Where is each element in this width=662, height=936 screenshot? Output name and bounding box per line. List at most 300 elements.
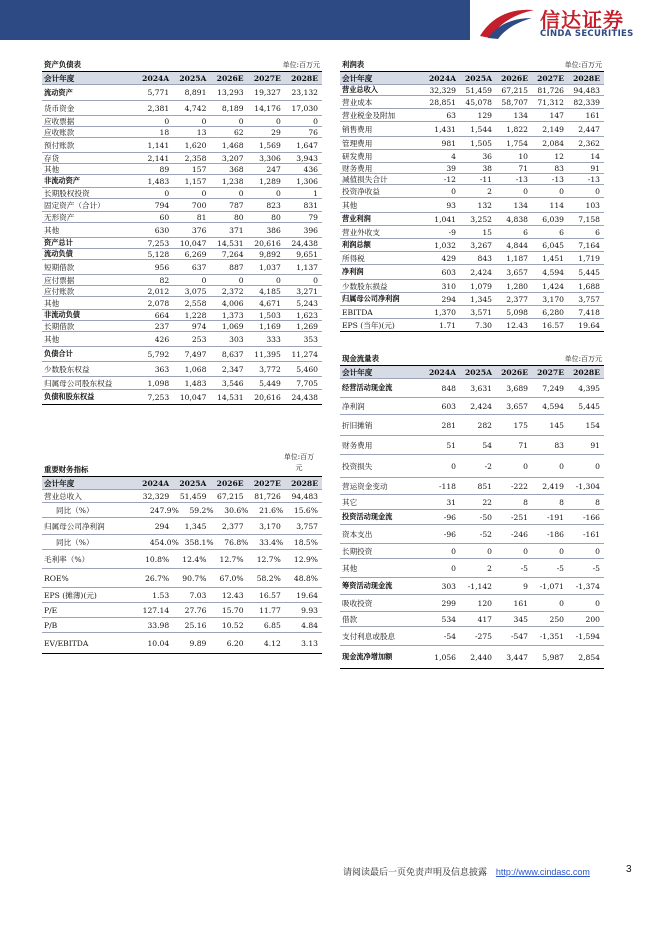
row-label: EPS (当年)(元) — [342, 320, 395, 330]
row-value: 10.04 — [147, 638, 170, 648]
row-value: 5,792 — [147, 349, 170, 359]
row-value: 45,078 — [465, 97, 492, 107]
row-value: 80 — [233, 212, 244, 222]
row-value: 21.6% — [259, 505, 284, 515]
row-value: 4.84 — [301, 620, 319, 630]
row-value: 2,447 — [578, 124, 600, 134]
row-value: 14,176 — [254, 103, 281, 113]
row-value: 2,372 — [221, 286, 244, 296]
footer — [343, 865, 590, 878]
row-label: 固定资产（合计） — [44, 200, 105, 210]
row-label: 应付票据 — [44, 275, 75, 285]
table-caption — [340, 352, 604, 365]
row-value: 3,170 — [542, 294, 564, 304]
row-value: 1,137 — [296, 262, 319, 272]
row-value: 19.64 — [296, 590, 319, 600]
row-value: 247 — [266, 164, 281, 174]
row-value: -251 — [510, 512, 528, 522]
row-value: 2,012 — [147, 286, 170, 296]
row-value: 1,141 — [147, 140, 170, 150]
row-value: 1,822 — [506, 124, 528, 134]
row-value: 15.70 — [221, 605, 244, 615]
row-value: 71,312 — [537, 97, 564, 107]
row-value: 2,424 — [470, 267, 492, 277]
row-value: 3.13 — [301, 638, 319, 648]
row-value: 12.7% — [219, 554, 244, 564]
row-value: 1,280 — [506, 281, 528, 291]
row-value: -11 — [479, 174, 492, 184]
row-label: 销售费用 — [342, 124, 373, 134]
row-value: 4,594 — [542, 401, 564, 411]
header-label: 会计年度 — [342, 367, 373, 377]
row-value: 1,468 — [221, 140, 244, 150]
row-value: 664 — [154, 310, 170, 320]
row-label: 现金流净增加额 — [342, 652, 393, 661]
row-label: 其它 — [342, 497, 358, 507]
table-row — [340, 306, 604, 319]
row-value: 7,497 — [184, 349, 207, 359]
row-label: 资产总计 — [44, 238, 73, 247]
row-value: 103 — [585, 200, 600, 210]
row-value: 9.93 — [301, 605, 319, 615]
row-value: -547 — [510, 631, 528, 641]
row-value: 5,987 — [542, 652, 564, 662]
row-value: -191 — [546, 512, 564, 522]
row-value: 90.7% — [182, 573, 207, 583]
row-value: 2,854 — [578, 652, 600, 662]
row-value: 7,158 — [578, 214, 600, 224]
row-value: 2,149 — [542, 124, 564, 134]
row-value: 63 — [446, 110, 456, 120]
row-value: 0 — [201, 275, 207, 285]
row-value: 134 — [513, 200, 528, 210]
table-header-row — [42, 72, 322, 85]
row-value: 0 — [313, 116, 319, 126]
row-label: 财务费用 — [342, 440, 373, 450]
header-year: 2027E — [537, 73, 564, 83]
table-row — [340, 415, 604, 436]
row-value: 3,170 — [259, 521, 281, 531]
key-indicators-table — [42, 452, 322, 654]
row-value: 787 — [229, 200, 244, 210]
row-value: 2,419 — [542, 481, 564, 491]
table-row — [42, 260, 322, 275]
row-value: 1,483 — [184, 378, 207, 388]
row-value: 3,689 — [506, 383, 528, 393]
row-value: 831 — [303, 200, 319, 210]
row-value: 28,851 — [429, 97, 456, 107]
table-row — [42, 618, 322, 633]
table-row — [42, 212, 322, 223]
table-title: 利润表 — [342, 60, 365, 69]
row-value: 10.8% — [145, 554, 170, 564]
table-row — [340, 544, 604, 559]
row-value: 161 — [513, 598, 528, 608]
row-label: 支付利息或股息 — [342, 631, 396, 641]
row-value: 20,616 — [254, 392, 281, 402]
row-value: 6 — [559, 227, 564, 237]
row-value: -1,374 — [575, 581, 600, 591]
table-caption — [340, 58, 604, 71]
table-row — [42, 390, 322, 405]
row-value: 1.53 — [152, 590, 170, 600]
row-value: 0 — [559, 186, 564, 196]
row-value: 27.76 — [184, 605, 207, 615]
row-value: 848 — [441, 383, 456, 393]
row-value: 0 — [275, 116, 281, 126]
header-year: 2025A — [179, 73, 207, 83]
row-value: 1,483 — [147, 176, 170, 186]
row-value: 76 — [308, 127, 319, 137]
row-value: 1,056 — [434, 652, 456, 662]
row-value: 6,039 — [542, 214, 564, 224]
row-value: 5,460 — [296, 364, 319, 374]
row-value: 294 — [154, 521, 170, 531]
row-value: 129 — [477, 110, 492, 120]
table-row — [340, 478, 604, 495]
row-value: 93 — [446, 200, 456, 210]
row-value: 8,891 — [184, 88, 207, 97]
row-value: 1,079 — [470, 281, 492, 291]
row-label: 其他 — [342, 563, 358, 573]
row-label: 营业总收入 — [44, 491, 82, 501]
row-value: 4,844 — [506, 240, 528, 250]
row-label: 减值损失合计 — [342, 174, 388, 184]
row-value: 0 — [559, 461, 564, 471]
row-value: 2,347 — [221, 364, 244, 374]
row-value: -12 — [443, 174, 456, 184]
row-value: 1,754 — [506, 138, 528, 148]
row-label: 营运资金变动 — [342, 481, 388, 491]
row-value: 9.89 — [189, 638, 207, 648]
row-value: 5,445 — [578, 267, 600, 277]
row-value: 1,068 — [184, 364, 207, 374]
row-value: 67.0% — [219, 573, 244, 583]
table-row — [340, 252, 604, 265]
row-value: 60 — [159, 212, 170, 222]
row-value: 17,030 — [291, 103, 319, 113]
table-row — [42, 518, 322, 535]
table-row — [340, 319, 604, 332]
row-value: 2,381 — [147, 103, 170, 113]
table-row — [42, 347, 322, 362]
row-value: 345 — [513, 614, 528, 624]
row-value: 80 — [271, 212, 281, 222]
row-value: 14,531 — [217, 238, 244, 248]
row-value: 14,531 — [217, 392, 244, 402]
row-value: 1,187 — [506, 253, 528, 263]
row-label: 归属母公司净利润 — [342, 294, 400, 303]
row-value: -13 — [587, 174, 600, 184]
table-unit: 单位:百万元 — [564, 355, 602, 363]
row-value: -50 — [479, 512, 492, 522]
row-value: 386 — [266, 225, 281, 235]
row-value: 3,757 — [578, 294, 600, 304]
row-value: 2,377 — [506, 294, 528, 304]
row-value: 6,269 — [184, 249, 207, 259]
row-value: 303 — [229, 334, 244, 344]
company-logo — [478, 4, 654, 42]
table-row — [340, 595, 604, 612]
row-value: 396 — [303, 225, 319, 235]
row-value: 7,249 — [542, 383, 564, 393]
row-value: 5,098 — [506, 307, 528, 317]
row-value: -246 — [510, 529, 528, 539]
row-label: 同比（%） — [56, 537, 94, 547]
header-label: 会计年度 — [44, 478, 75, 488]
row-value: 4,671 — [259, 298, 281, 308]
row-value: 1,032 — [434, 240, 456, 250]
row-value: 454.0% — [149, 537, 179, 547]
header-year: 2026E — [501, 73, 528, 83]
row-label: 长期借款 — [44, 321, 75, 331]
row-value: 603 — [441, 401, 456, 411]
table-row — [42, 332, 322, 347]
row-value: 8 — [559, 497, 564, 507]
row-value: 1,370 — [434, 307, 456, 317]
row-value: 3,943 — [296, 153, 319, 163]
row-value: 94,483 — [291, 491, 319, 501]
row-value: 161 — [585, 110, 600, 120]
row-value: 851 — [477, 481, 492, 491]
table-row — [340, 455, 604, 478]
row-label: 其他 — [44, 225, 60, 235]
row-value: 794 — [154, 200, 170, 210]
row-value: 5,449 — [259, 378, 281, 388]
row-label: 应收票据 — [44, 116, 75, 126]
row-value: 0 — [487, 546, 492, 556]
row-label: EV/EBITDA — [44, 638, 89, 648]
row-value: 1 — [313, 188, 319, 198]
row-value: 0 — [451, 563, 456, 573]
table-row — [42, 153, 322, 164]
row-value: 3,306 — [259, 153, 281, 163]
row-value: -9 — [448, 227, 456, 237]
row-value: 0 — [238, 116, 244, 126]
row-value: 3,757 — [296, 521, 319, 531]
row-value: 39 — [446, 163, 456, 173]
row-value: 1,069 — [221, 321, 244, 331]
row-value: 38 — [482, 163, 492, 173]
row-value: -118 — [438, 481, 456, 491]
row-value: 2,377 — [221, 521, 244, 531]
row-label: 长期投资 — [342, 546, 373, 556]
row-value: -13 — [551, 174, 564, 184]
table-row — [42, 101, 322, 116]
row-value: 368 — [229, 164, 244, 174]
row-value: 294 — [441, 294, 456, 304]
row-value: 253 — [191, 334, 207, 344]
row-value: -1,594 — [575, 631, 600, 641]
row-value: 2,362 — [578, 138, 600, 148]
row-value: 0 — [201, 116, 207, 126]
table-row — [340, 150, 604, 163]
table-row — [42, 138, 322, 153]
row-value: 6 — [595, 227, 600, 237]
cash-flow-table — [340, 352, 604, 669]
row-label: 营业成本 — [342, 97, 373, 107]
table-row — [42, 116, 322, 127]
table-row — [42, 569, 322, 588]
row-label: 货币资金 — [44, 103, 75, 113]
row-value: 67,215 — [217, 491, 244, 501]
table-row — [42, 127, 322, 138]
table-row — [42, 377, 322, 390]
row-value: 1,424 — [542, 281, 564, 291]
row-value: 6,045 — [542, 240, 564, 250]
row-value: 8 — [595, 497, 600, 507]
row-value: 1,544 — [470, 124, 492, 134]
website-link[interactable]: http://www.cindasc.com — [495, 867, 590, 877]
row-label: 少数股东权益 — [44, 364, 90, 374]
row-value: 0 — [595, 461, 600, 471]
page-number: 3 — [626, 864, 632, 875]
table-row — [42, 297, 322, 310]
row-value: 823 — [266, 200, 281, 210]
header-label: 会计年度 — [44, 73, 75, 83]
header-year: 2028E — [573, 367, 600, 377]
row-value: 7.03 — [189, 590, 207, 600]
table-row — [340, 96, 604, 109]
row-value: 2,440 — [470, 652, 492, 662]
table-unit: 单位:百万元 — [282, 61, 320, 69]
row-label: 其他 — [342, 200, 358, 210]
row-value: 10,047 — [179, 238, 207, 248]
row-label: EBITDA — [342, 307, 373, 317]
row-value: 1,228 — [184, 310, 207, 320]
row-value: 981 — [441, 138, 456, 148]
row-value: 417 — [477, 614, 492, 624]
row-value: 120 — [477, 598, 492, 608]
row-label: 毛利率（%） — [44, 554, 90, 564]
table-row — [42, 310, 322, 321]
header-year: 2027E — [253, 478, 281, 488]
table-row — [340, 510, 604, 525]
row-value: 59.2% — [189, 505, 214, 515]
row-value: 8 — [523, 497, 528, 507]
table-row — [42, 85, 322, 101]
row-value: 1,345 — [184, 521, 207, 531]
row-value: 114 — [549, 200, 564, 210]
row-value: 18 — [159, 127, 170, 137]
row-value: 1,647 — [296, 140, 319, 150]
row-value: 9,651 — [296, 249, 319, 259]
row-value: 1,505 — [470, 138, 492, 148]
row-value: 1,373 — [221, 310, 244, 320]
table-row — [340, 559, 604, 578]
row-value: 15.6% — [293, 505, 318, 515]
row-value: 83 — [554, 163, 564, 173]
row-value: 51 — [446, 440, 456, 450]
row-value: 3,447 — [506, 652, 528, 662]
table-row — [340, 122, 604, 137]
row-value: 1,688 — [578, 281, 600, 291]
row-value: 974 — [191, 321, 207, 331]
table-row — [340, 174, 604, 185]
row-value: 1,569 — [259, 140, 281, 150]
row-value: 25.16 — [184, 620, 207, 630]
row-value: 13,293 — [217, 88, 244, 97]
row-value: 127.14 — [142, 605, 170, 615]
row-value: 3,657 — [506, 401, 528, 411]
table-row — [340, 495, 604, 510]
row-label: 预付账款 — [44, 140, 75, 150]
table-row — [340, 213, 604, 226]
row-value: 1,157 — [184, 176, 207, 186]
row-value: 363 — [154, 364, 170, 374]
row-label: 借款 — [342, 614, 358, 624]
row-value: 247.9% — [149, 505, 179, 515]
row-value: 0 — [238, 188, 244, 198]
row-label: 经营活动现金流 — [342, 383, 393, 392]
row-value: 24,438 — [291, 238, 319, 248]
row-label: 折旧摊销 — [342, 420, 373, 430]
row-label: 流动负债 — [44, 249, 73, 258]
header-year: 2025A — [464, 367, 492, 377]
row-label: ROE% — [44, 573, 69, 583]
row-value: 7,264 — [221, 249, 244, 259]
row-value: 3,252 — [470, 214, 492, 224]
row-value: 0 — [275, 188, 281, 198]
row-label: 营业税金及附加 — [342, 110, 396, 120]
row-value: 8,189 — [221, 103, 244, 113]
row-value: 0 — [595, 186, 600, 196]
row-value: 8,637 — [221, 349, 244, 359]
row-value: 58,707 — [501, 97, 528, 107]
row-value: 200 — [585, 614, 600, 624]
row-value: 89 — [159, 164, 170, 174]
row-value: 82,339 — [573, 97, 600, 107]
table-row — [340, 379, 604, 398]
row-value: 2,424 — [470, 401, 492, 411]
row-value: 1,238 — [221, 176, 244, 186]
row-value: 76.8% — [224, 537, 249, 547]
row-value: 700 — [191, 200, 207, 210]
row-label: 非流动负债 — [44, 310, 80, 319]
table-header-row — [340, 72, 604, 85]
logo-text-cn: 信达证券 — [540, 8, 624, 32]
row-value: 603 — [441, 267, 456, 277]
row-value: 54 — [482, 440, 492, 450]
row-value: 11,274 — [291, 349, 319, 359]
table-row — [340, 137, 604, 150]
row-value: 0 — [523, 461, 528, 471]
header-year: 2028E — [291, 73, 319, 83]
row-value: 250 — [549, 614, 564, 624]
row-value: 333 — [266, 334, 281, 344]
row-label: 无形资产 — [44, 212, 75, 222]
row-value: 3,571 — [470, 307, 492, 317]
row-value: -1,351 — [539, 631, 564, 641]
row-label: 归属母公司股东权益 — [44, 378, 113, 388]
row-value: 24,438 — [291, 392, 319, 402]
row-value: 1,041 — [434, 214, 456, 224]
row-value: 81,726 — [537, 85, 564, 95]
row-value: 2,078 — [147, 298, 170, 308]
row-value: 51,459 — [465, 85, 492, 95]
row-value: 5,128 — [147, 249, 170, 259]
row-value: 0 — [523, 546, 528, 556]
row-value: 13 — [196, 127, 207, 137]
row-value: 2,358 — [184, 153, 207, 163]
table-row — [42, 362, 322, 377]
row-label: 其他 — [44, 164, 60, 174]
row-value: 16.57 — [259, 590, 281, 600]
table-row — [42, 490, 322, 503]
table-row — [340, 436, 604, 455]
row-value: 67,215 — [501, 85, 528, 95]
row-label: 少数股东损益 — [342, 281, 388, 291]
